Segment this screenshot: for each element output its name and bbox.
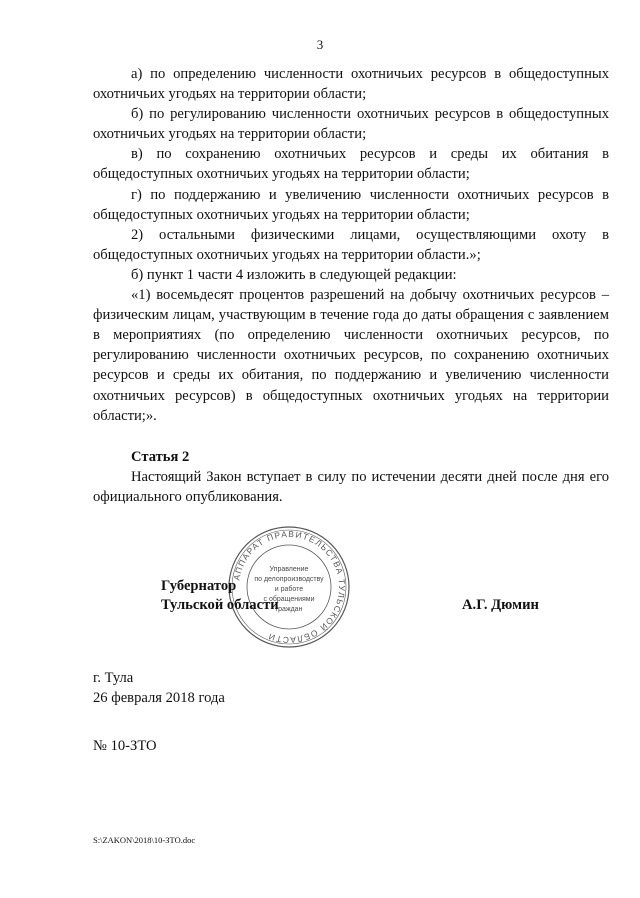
law-number: № 10-ЗТО — [93, 738, 157, 754]
paragraph: 2) остальными физическими лицами, осуществляющими охоту в общедоступных охотничьих угодьях на территории области.»; — [93, 226, 609, 263]
paragraph: г) по поддержанию и увеличению численности охотничьих ресурсов в общедоступных охотничьих угодьях на территории области; — [93, 186, 609, 223]
article-text: Настоящий Закон вступает в силу по истечении десяти дней после дня его официального опубликования. — [93, 468, 609, 505]
signature-title-line2: Тульской области — [161, 597, 279, 613]
page-number: 3 — [316, 37, 324, 52]
paragraph: б) пункт 1 части 4 изложить в следующей редакции: — [131, 266, 457, 283]
date: 26 февраля 2018 года — [93, 690, 225, 706]
place-date-block — [93, 668, 225, 708]
stamp-line: и работе — [274, 586, 304, 593]
article-heading: Статья 2 — [131, 448, 190, 465]
stamp-line: с обращениями — [263, 596, 315, 603]
paragraph: б) по регулированию численности охотничьих ресурсов в общедоступных охотничьих угодьях на территории области; — [93, 106, 609, 143]
stamp-line: граждан — [275, 606, 303, 613]
signature-title-line1: Губернатор — [161, 578, 237, 594]
official-stamp — [227, 525, 351, 649]
file-path: S:\ZAKON\2018\10-ЗТО.doc — [93, 835, 196, 845]
paragraph: в) по сохранению охотничьих ресурсов и среды их обитания в общедоступных охотничьих угодьях на территории области; — [93, 146, 609, 183]
signatory-name: А.Г. Дюмин — [462, 597, 539, 613]
stamp-line: по делопроизводству — [254, 576, 324, 583]
place: г. Тула — [93, 670, 134, 686]
stamp-line: Управление — [269, 566, 309, 573]
stamp-ring-text: АППАРАТ ПРАВИТЕЛЬСТВА ТУЛЬСКОЙ ОБЛАСТИ — [231, 528, 348, 646]
paragraph: а) по определению численности охотничьих ресурсов в общедоступных охотничьих угодьях на территории области; — [93, 66, 609, 103]
document-body — [93, 64, 609, 507]
paragraph: «1) восемьдесят процентов разрешений на добычу охотничьих ресурсов – физическим лицам, участвующим в течение года до даты обращения с заявлением в мероприятиях (по определению численности охотничьих ресурсов, по регулированию численности охотничьих ресурсов, по сохранению охотничьих ресурсов и среды их обитания, по поддержанию и увеличению численности охотничьих ресурсов) в общедоступных охотничьих угодьях на территории области;». — [93, 287, 609, 424]
